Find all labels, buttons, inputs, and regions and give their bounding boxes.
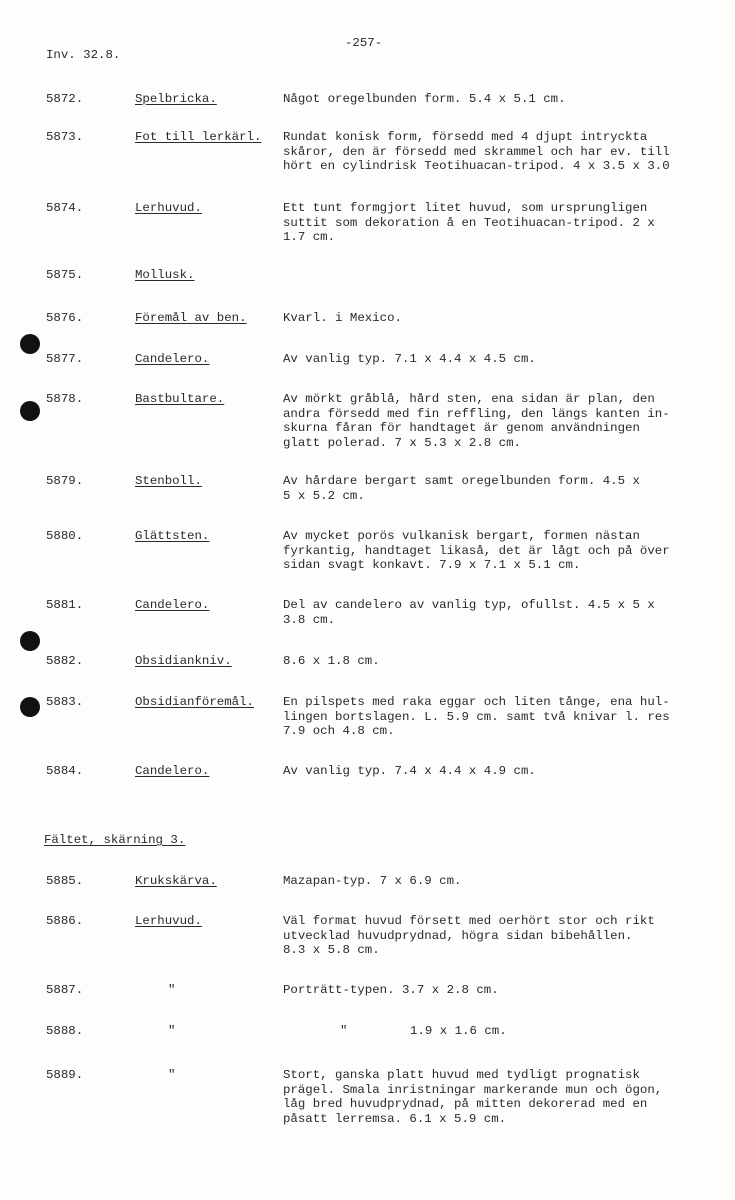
entry-number: 5880. xyxy=(46,529,84,543)
entry-number: 5877. xyxy=(46,352,84,366)
entry-name: Bastbultare. xyxy=(135,392,225,406)
entry-number: 5882. xyxy=(46,654,84,668)
entry-number: 5881. xyxy=(46,598,84,612)
section-heading: Fältet, skärning 3. xyxy=(44,833,186,847)
entry-number: 5888. xyxy=(46,1024,84,1038)
entry-number: 5876. xyxy=(46,311,84,325)
entry-number: 5878. xyxy=(46,392,84,406)
entry-name: Lerhuvud. xyxy=(135,914,202,928)
entry-name: Lerhuvud. xyxy=(135,201,202,215)
ditto-mark: " xyxy=(168,1068,176,1082)
punch-hole xyxy=(20,697,40,717)
entry-number: 5879. xyxy=(46,474,84,488)
entry-description: Del av candelero av vanlig typ, ofullst. 4.5 x 5 x 3.8 cm. xyxy=(283,598,655,627)
ditto-mark: " xyxy=(340,1024,348,1038)
entry-description: 8.6 x 1.8 cm. xyxy=(283,654,380,668)
entry-name: Obsidianföremål. xyxy=(135,695,254,709)
page-number: -257- xyxy=(345,36,383,50)
entry-description: Mazapan-typ. 7 x 6.9 cm. xyxy=(283,874,462,888)
entry-description: Av vanlig typ. 7.1 x 4.4 x 4.5 cm. xyxy=(283,352,536,366)
entry-description: 1.9 x 1.6 cm. xyxy=(410,1024,507,1038)
entry-name: Stenboll. xyxy=(135,474,202,488)
entry-description: Väl format huvud försett med oerhört stor och rikt utvecklad huvudprydnad, högra sidan bibehållen. 8.3 x 5.8 cm. xyxy=(283,914,655,958)
entry-number: 5875. xyxy=(46,268,84,282)
entry-name: Candelero. xyxy=(135,764,210,778)
entry-description: Av mycket porös vulkanisk bergart, formen nästan fyrkantig, handtaget likaså, det är lågt och på över sidan svagt konkavt. 7.9 x 7.1 x 5.1 cm. xyxy=(283,529,670,573)
entry-name: Föremål av ben. xyxy=(135,311,247,325)
entry-number: 5872. xyxy=(46,92,84,106)
entry-description: Rundat konisk form, försedd med 4 djupt intryckta skåror, den är försedd med skrammel och har ev. till hört en cylindrisk Teotihuacan-tripod. 4 x 3.5 x 3.0 xyxy=(283,130,670,174)
entry-description: Stort, ganska platt huvud med tydligt prognatisk prägel. Smala inristningar markerande mun och ögon, låg bred huvudprydnad, på mitten dekorerad med en påsatt lerremsa. 6.1 x 5.9 cm. xyxy=(283,1068,663,1126)
entry-number: 5885. xyxy=(46,874,84,888)
entry-name: Obsidiankniv. xyxy=(135,654,232,668)
inventory-reference: Inv. 32.8. xyxy=(46,48,121,62)
ditto-mark: " xyxy=(168,983,176,997)
entry-description: Något oregelbunden form. 5.4 x 5.1 cm. xyxy=(283,92,566,106)
entry-description: Av mörkt gråblå, hård sten, ena sidan är plan, den andra försedd med fin reffling, den längs kanten in- skurna fåran för handtaget är genom användningen glatt polerad. 7 x 5.3 x 2.8 cm. xyxy=(283,392,670,450)
entry-description: Av vanlig typ. 7.4 x 4.4 x 4.9 cm. xyxy=(283,764,536,778)
entry-name: Fot till lerkärl. xyxy=(135,130,262,144)
ditto-mark: " xyxy=(168,1024,176,1038)
entry-number: 5883. xyxy=(46,695,84,709)
entry-description: Kvarl. i Mexico. xyxy=(283,311,402,325)
entry-name: Spelbricka. xyxy=(135,92,217,106)
entry-name: Candelero. xyxy=(135,352,210,366)
entry-number: 5887. xyxy=(46,983,84,997)
entry-number: 5886. xyxy=(46,914,84,928)
entry-description: Ett tunt formgjort litet huvud, som ursprungligen suttit som dekoration å en Teotihuacan-tripod. 2 x 1.7 cm. xyxy=(283,201,655,245)
entry-name: Krukskärva. xyxy=(135,874,217,888)
punch-hole xyxy=(20,334,40,354)
punch-hole xyxy=(20,631,40,651)
entry-name: Candelero. xyxy=(135,598,210,612)
entry-description: En pilspets med raka eggar och liten tånge, ena hul- lingen bortslagen. L. 5.9 cm. samt två knivar l. res 7.9 och 4.8 cm. xyxy=(283,695,670,739)
punch-hole xyxy=(20,401,40,421)
entry-number: 5873. xyxy=(46,130,84,144)
entry-name: Glättsten. xyxy=(135,529,210,543)
entry-number: 5889. xyxy=(46,1068,84,1082)
entry-name: Mollusk. xyxy=(135,268,195,282)
entry-number: 5884. xyxy=(46,764,84,778)
entry-description: Porträtt-typen. 3.7 x 2.8 cm. xyxy=(283,983,499,997)
entry-description: Av hårdare bergart samt oregelbunden form. 4.5 x 5 x 5.2 cm. xyxy=(283,474,640,503)
entry-number: 5874. xyxy=(46,201,84,215)
